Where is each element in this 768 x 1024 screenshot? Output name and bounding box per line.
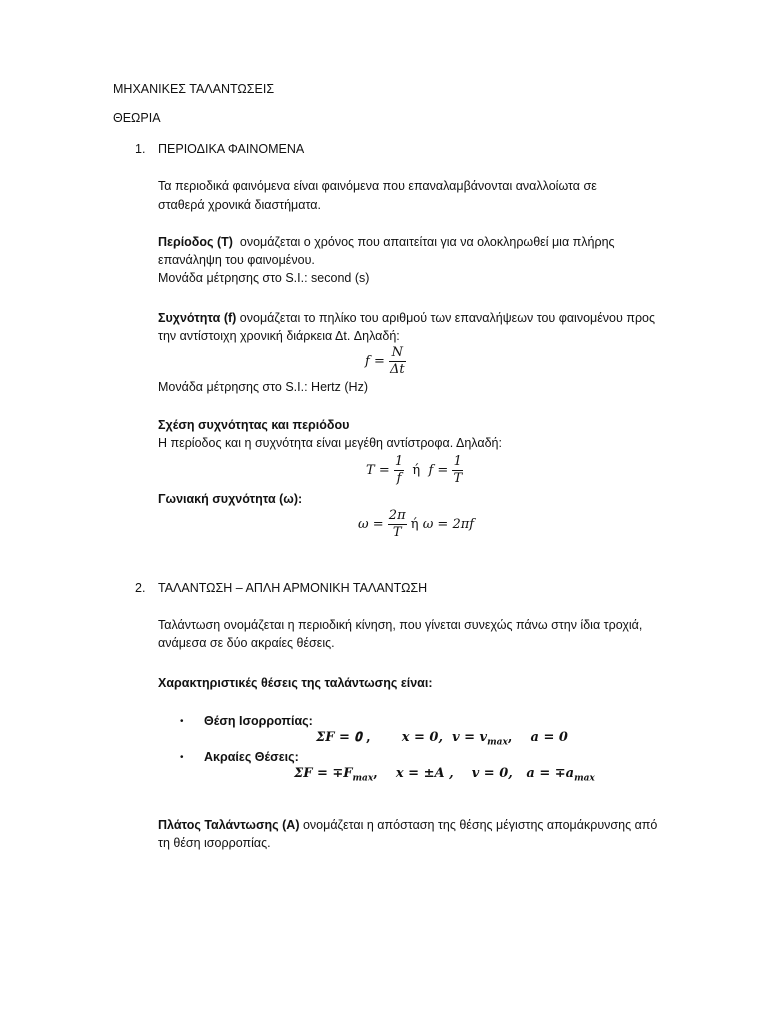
equilibrium-formula: ΣF = 𝟎 , x = 0, $v = v_{max}$, a = 0	[316, 730, 568, 748]
amplitude-definition	[158, 816, 657, 835]
period-def-text: ονομάζεται ο χρόνος που απαιτείται για να ολοκληρωθεί μια πλήρης	[239, 235, 615, 249]
document-title: ΜΗΧΑΝΙΚΕΣ ΤΑΛΑΝΤΩΣΕΙΣ	[113, 82, 275, 96]
section-2-heading: ΤΑΛΑΝΤΩΣΗ – ΑΠΛΗ ΑΡΜΟΝΙΚΗ ΤΑΛΑΝΤΩΣΗ	[158, 581, 428, 595]
amplitude-term: Πλάτος Ταλάντωσης (Α)	[158, 818, 300, 832]
frequency-term: Συχνότητα (f)	[158, 311, 237, 325]
bullet-icon: •	[180, 716, 184, 727]
relation-text: Η περίοδος και η συχνότητα είναι μεγέθη αντίστροφα. Δηλαδή:	[158, 436, 502, 450]
section-1-heading: ΠΕΡΙΟΔΙΚΑ ΦΑΙΝΟΜΕΝΑ	[158, 142, 305, 156]
period-def-line-2: επανάληψη του φαινομένου.	[158, 253, 315, 267]
periodic-intro-line-2: σταθερά χρονικά διαστήματα.	[158, 198, 321, 212]
document-subtitle: ΘΕΩΡΙΑ	[113, 111, 161, 125]
extreme-positions-formula: $\Sigma F = \mp F_{max}$, x = ±A , v = 0, $a = \mp a_{max}$	[294, 766, 595, 784]
section-2-number: 2.	[135, 581, 146, 595]
frequency-formula: f = $\frac{N}{\Delta t}$	[365, 345, 405, 377]
period-term: Περίοδος (Τ)	[158, 235, 233, 249]
frequency-def-text: ονομάζεται το πηλίκο του αριθμού των επαναλήψεων του φαινομένου προς	[239, 311, 656, 325]
frequency-unit: Μονάδα μέτρησης στο S.I.: Hertz (Hz)	[158, 380, 368, 394]
period-definition	[158, 233, 615, 252]
periodic-intro-line-1: Τα περιοδικά φαινόμενα είναι φαινόμενα που επαναλαμβάνονται αναλλοίωτα σε	[158, 179, 597, 193]
section-1-number: 1.	[135, 142, 146, 156]
positions-heading: Χαρακτηριστικές θέσεις της ταλάντωσης είναι:	[158, 676, 433, 690]
angular-frequency-formula: ω = $\frac{2\pi}{T}$ ή ω = 2πf	[358, 508, 475, 540]
period-unit: Μονάδα μέτρησης στο S.I.: second (s)	[158, 271, 370, 285]
relation-heading: Σχέση συχνότητας και περιόδου	[158, 418, 350, 432]
oscillation-def-line-2: ανάμεσα σε δύο ακραίες θέσεις.	[158, 636, 335, 650]
angular-frequency-heading: Γωνιακή συχνότητα (ω):	[158, 492, 303, 506]
equilibrium-label: Θέση Ισορροπίας:	[204, 714, 313, 728]
oscillation-def-line-1: Ταλάντωση ονομάζεται η περιοδική κίνηση, που γίνεται συνεχώς πάνω στην ίδια τροχιά,	[158, 618, 643, 632]
amplitude-def-line-2: τη θέση ισορροπίας.	[158, 836, 271, 850]
amplitude-def-text: ονομάζεται η απόσταση της θέσης μέγιστης απομάκρυνσης από	[302, 818, 658, 832]
relation-formula: T = $\frac{1}{f}$ ή f = $\frac{1}{T}$	[366, 454, 463, 486]
bullet-icon: •	[180, 752, 184, 763]
frequency-definition	[158, 309, 655, 328]
frequency-def-line-2: την αντίστοιχη χρονική διάρκεια Δt. Δηλαδή:	[158, 329, 400, 343]
extreme-positions-label: Ακραίες Θέσεις:	[204, 750, 299, 764]
